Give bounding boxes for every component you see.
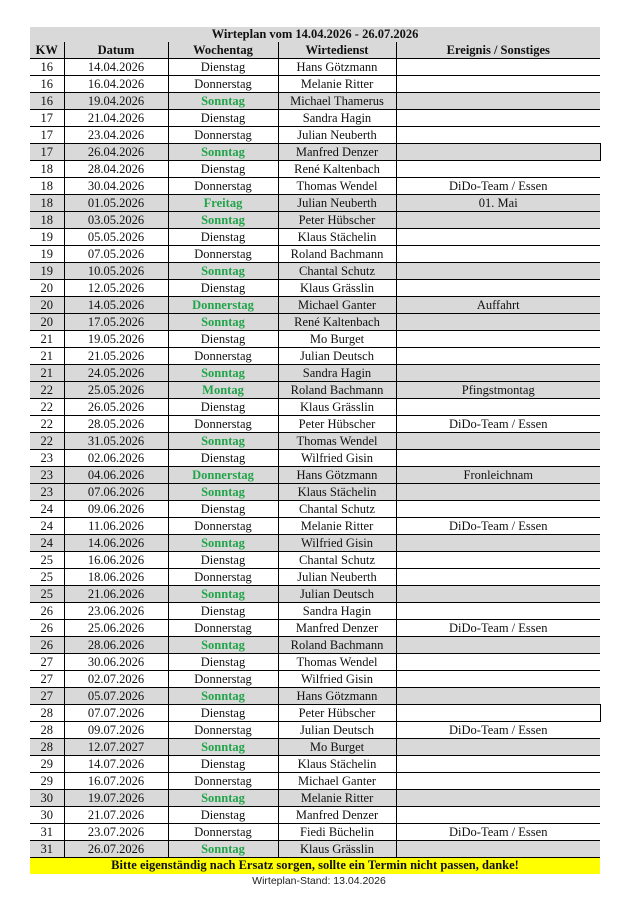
host-cell: Klaus Grässlin [278, 841, 396, 858]
host-cell: René Kaltenbach [278, 161, 396, 178]
event-cell: Fronleichnam [396, 467, 600, 484]
kw-cell: 31 [30, 824, 64, 841]
host-cell: Klaus Grässlin [278, 399, 396, 416]
plan-version-date: Wirteplan-Stand: 13.04.2026 [252, 875, 386, 887]
event-cell [396, 688, 600, 705]
kw-cell: 20 [30, 297, 64, 314]
weekday-cell: Dienstag [168, 110, 278, 127]
table-row [30, 586, 600, 603]
event-cell [396, 501, 600, 518]
event-cell [396, 246, 600, 263]
host-cell: Manfred Denzer [278, 807, 396, 824]
host-cell: Klaus Grässlin [278, 280, 396, 297]
kw-cell: 17 [30, 110, 64, 127]
host-cell: Hans Götzmann [278, 59, 396, 76]
date-cell: 03.05.2026 [64, 212, 168, 229]
weekday-cell: Sonntag [168, 637, 278, 654]
event-cell [396, 841, 600, 858]
event-cell: DiDo-Team / Essen [396, 518, 600, 535]
table-row [30, 501, 600, 518]
table-row [30, 807, 600, 824]
replacement-notice: Bitte eigenständig nach Ersatz sorgen, sollte ein Termin nicht passen, danke! [30, 858, 600, 874]
host-cell: René Kaltenbach [278, 314, 396, 331]
header-row [30, 42, 600, 59]
host-cell: Fiedi Büchelin [278, 824, 396, 841]
kw-cell: 21 [30, 331, 64, 348]
date-cell: 01.05.2026 [64, 195, 168, 212]
weekday-cell: Donnerstag [168, 722, 278, 739]
event-cell [396, 705, 600, 722]
weekday-cell: Sonntag [168, 484, 278, 501]
table-row [30, 212, 600, 229]
weekday-cell: Dienstag [168, 229, 278, 246]
kw-cell: 24 [30, 501, 64, 518]
table-row [30, 535, 600, 552]
event-cell [396, 535, 600, 552]
weekday-cell: Donnerstag [168, 416, 278, 433]
kw-cell: 19 [30, 229, 64, 246]
kw-cell: 16 [30, 76, 64, 93]
date-cell: 21.07.2026 [64, 807, 168, 824]
weekday-cell: Donnerstag [168, 824, 278, 841]
date-cell: 21.05.2026 [64, 348, 168, 365]
host-cell: Klaus Stächelin [278, 229, 396, 246]
weekday-cell: Donnerstag [168, 246, 278, 263]
date-cell: 25.06.2026 [64, 620, 168, 637]
kw-cell: 29 [30, 756, 64, 773]
table-row [30, 518, 600, 535]
kw-cell: 19 [30, 246, 64, 263]
table-row [30, 450, 600, 467]
kw-cell: 17 [30, 144, 64, 161]
table-row [30, 688, 600, 705]
date-cell: 14.05.2026 [64, 297, 168, 314]
host-cell: Julian Deutsch [278, 722, 396, 739]
table-row [30, 756, 600, 773]
date-cell: 07.07.2026 [64, 705, 168, 722]
event-cell: DiDo-Team / Essen [396, 824, 600, 841]
date-cell: 14.07.2026 [64, 756, 168, 773]
table-row [30, 654, 600, 671]
weekday-cell: Sonntag [168, 535, 278, 552]
host-cell: Chantal Schutz [278, 263, 396, 280]
weekday-cell: Sonntag [168, 688, 278, 705]
date-cell: 14.06.2026 [64, 535, 168, 552]
weekday-cell: Sonntag [168, 433, 278, 450]
event-cell [396, 450, 600, 467]
table-row [30, 416, 600, 433]
weekday-cell: Sonntag [168, 263, 278, 280]
table-row [30, 382, 600, 399]
host-cell: Sandra Hagin [278, 603, 396, 620]
date-cell: 18.06.2026 [64, 569, 168, 586]
host-cell: Peter Hübscher [278, 416, 396, 433]
host-cell: Peter Hübscher [278, 212, 396, 229]
event-cell [396, 76, 600, 93]
kw-cell: 24 [30, 518, 64, 535]
event-cell [396, 637, 600, 654]
host-cell: Melanie Ritter [278, 76, 396, 93]
host-cell: Manfred Denzer [278, 620, 396, 637]
table-row [30, 59, 600, 76]
host-cell: Wilfried Gisin [278, 450, 396, 467]
table-row [30, 195, 600, 212]
table-row [30, 824, 600, 841]
kw-cell: 27 [30, 654, 64, 671]
date-cell: 02.07.2026 [64, 671, 168, 688]
event-cell [396, 365, 600, 382]
date-cell: 05.07.2026 [64, 688, 168, 705]
table-row [30, 297, 600, 314]
date-cell: 14.04.2026 [64, 59, 168, 76]
header-event: Ereignis / Sonstiges [396, 42, 600, 59]
kw-cell: 22 [30, 416, 64, 433]
date-cell: 25.05.2026 [64, 382, 168, 399]
weekday-cell: Sonntag [168, 586, 278, 603]
weekday-cell: Dienstag [168, 501, 278, 518]
table-row [30, 76, 600, 93]
host-cell: Julian Neuberth [278, 127, 396, 144]
weekday-cell: Sonntag [168, 841, 278, 858]
header-weekday: Wochentag [168, 42, 278, 59]
host-cell: Michael Thamerus [278, 93, 396, 110]
event-cell [396, 280, 600, 297]
date-cell: 28.05.2026 [64, 416, 168, 433]
table-row [30, 314, 600, 331]
table-row [30, 603, 600, 620]
event-cell [396, 161, 600, 178]
kw-cell: 28 [30, 722, 64, 739]
kw-cell: 28 [30, 739, 64, 756]
title-row [30, 27, 600, 42]
host-cell: Wilfried Gisin [278, 671, 396, 688]
host-cell: Michael Ganter [278, 297, 396, 314]
table-row [30, 365, 600, 382]
date-cell: 26.04.2026 [64, 144, 168, 161]
host-cell: Melanie Ritter [278, 518, 396, 535]
header-kw: KW [30, 42, 64, 59]
date-cell: 07.06.2026 [64, 484, 168, 501]
kw-cell: 20 [30, 314, 64, 331]
kw-cell: 18 [30, 178, 64, 195]
date-cell: 16.04.2026 [64, 76, 168, 93]
weekday-cell: Donnerstag [168, 518, 278, 535]
date-cell: 30.06.2026 [64, 654, 168, 671]
event-cell [396, 790, 600, 807]
date-cell: 23.07.2026 [64, 824, 168, 841]
table-row [30, 841, 600, 858]
weekday-cell: Sonntag [168, 93, 278, 110]
kw-cell: 22 [30, 433, 64, 450]
date-cell: 17.05.2026 [64, 314, 168, 331]
event-cell [396, 144, 600, 161]
weekday-cell: Sonntag [168, 314, 278, 331]
host-cell: Julian Neuberth [278, 569, 396, 586]
weekday-cell: Dienstag [168, 552, 278, 569]
weekday-cell: Donnerstag [168, 569, 278, 586]
host-cell: Klaus Stächelin [278, 484, 396, 501]
kw-cell: 21 [30, 365, 64, 382]
host-cell: Julian Deutsch [278, 586, 396, 603]
kw-cell: 27 [30, 688, 64, 705]
event-cell [396, 314, 600, 331]
date-cell: 04.06.2026 [64, 467, 168, 484]
host-cell: Melanie Ritter [278, 790, 396, 807]
weekday-cell: Dienstag [168, 756, 278, 773]
kw-cell: 22 [30, 399, 64, 416]
kw-cell: 26 [30, 620, 64, 637]
host-cell: Peter Hübscher [278, 705, 396, 722]
weekday-cell: Dienstag [168, 59, 278, 76]
host-cell: Wilfried Gisin [278, 535, 396, 552]
kw-cell: 16 [30, 93, 64, 110]
event-cell [396, 552, 600, 569]
host-cell: Thomas Wendel [278, 654, 396, 671]
weekday-cell: Donnerstag [168, 178, 278, 195]
weekday-cell: Donnerstag [168, 671, 278, 688]
date-cell: 12.05.2026 [64, 280, 168, 297]
event-cell [396, 807, 600, 824]
date-cell: 11.06.2026 [64, 518, 168, 535]
table-row [30, 637, 600, 654]
date-cell: 05.05.2026 [64, 229, 168, 246]
kw-cell: 19 [30, 263, 64, 280]
date-cell: 19.05.2026 [64, 331, 168, 348]
weekday-cell: Sonntag [168, 212, 278, 229]
event-cell [396, 212, 600, 229]
date-cell: 23.06.2026 [64, 603, 168, 620]
weekday-cell: Dienstag [168, 331, 278, 348]
kw-cell: 26 [30, 603, 64, 620]
table-row [30, 127, 600, 144]
table-row [30, 739, 600, 756]
table-row [30, 399, 600, 416]
table-row [30, 722, 600, 739]
event-cell: Auffahrt [396, 297, 600, 314]
event-cell [396, 756, 600, 773]
date-cell: 09.06.2026 [64, 501, 168, 518]
date-cell: 21.06.2026 [64, 586, 168, 603]
date-cell: 28.06.2026 [64, 637, 168, 654]
table-row [30, 161, 600, 178]
schedule-sheet [30, 0, 600, 858]
date-cell: 31.05.2026 [64, 433, 168, 450]
event-cell: DiDo-Team / Essen [396, 620, 600, 637]
kw-cell: 22 [30, 382, 64, 399]
date-cell: 19.04.2026 [64, 93, 168, 110]
host-cell: Hans Götzmann [278, 467, 396, 484]
table-row [30, 246, 600, 263]
table-row [30, 331, 600, 348]
weekday-cell: Dienstag [168, 603, 278, 620]
kw-cell: 30 [30, 790, 64, 807]
kw-cell: 20 [30, 280, 64, 297]
weekday-cell: Dienstag [168, 280, 278, 297]
event-cell [396, 739, 600, 756]
event-cell: DiDo-Team / Essen [396, 416, 600, 433]
table-row [30, 620, 600, 637]
table-row [30, 790, 600, 807]
table-row [30, 552, 600, 569]
host-cell: Sandra Hagin [278, 110, 396, 127]
event-cell [396, 671, 600, 688]
weekday-cell: Donnerstag [168, 620, 278, 637]
host-cell: Roland Bachmann [278, 637, 396, 654]
date-cell: 07.05.2026 [64, 246, 168, 263]
event-cell [396, 59, 600, 76]
table-row [30, 705, 600, 722]
host-cell: Mo Burget [278, 739, 396, 756]
event-cell: 01. Mai [396, 195, 600, 212]
table-row [30, 569, 600, 586]
weekday-cell: Montag [168, 382, 278, 399]
table-row [30, 348, 600, 365]
event-cell [396, 484, 600, 501]
date-cell: 26.05.2026 [64, 399, 168, 416]
table-row [30, 467, 600, 484]
event-cell [396, 127, 600, 144]
weekday-cell: Donnerstag [168, 297, 278, 314]
kw-cell: 28 [30, 705, 64, 722]
date-cell: 16.07.2026 [64, 773, 168, 790]
schedule-rows [30, 59, 600, 858]
date-cell: 16.06.2026 [64, 552, 168, 569]
table-row [30, 671, 600, 688]
event-cell [396, 348, 600, 365]
weekday-cell: Donnerstag [168, 348, 278, 365]
kw-cell: 18 [30, 161, 64, 178]
kw-cell: 31 [30, 841, 64, 858]
date-cell: 21.04.2026 [64, 110, 168, 127]
kw-cell: 23 [30, 450, 64, 467]
event-cell [396, 399, 600, 416]
weekday-cell: Dienstag [168, 654, 278, 671]
weekday-cell: Donnerstag [168, 76, 278, 93]
event-cell: DiDo-Team / Essen [396, 722, 600, 739]
kw-cell: 18 [30, 195, 64, 212]
table-row [30, 773, 600, 790]
table-row [30, 280, 600, 297]
host-cell: Thomas Wendel [278, 433, 396, 450]
weekday-cell: Dienstag [168, 399, 278, 416]
date-cell: 30.04.2026 [64, 178, 168, 195]
table-row [30, 110, 600, 127]
host-cell: Mo Burget [278, 331, 396, 348]
table-row [30, 263, 600, 280]
kw-cell: 25 [30, 586, 64, 603]
date-cell: 23.04.2026 [64, 127, 168, 144]
event-cell [396, 110, 600, 127]
header-host: Wirtedienst [278, 42, 396, 59]
date-cell: 12.07.2027 [64, 739, 168, 756]
weekday-cell: Donnerstag [168, 127, 278, 144]
schedule-table [30, 27, 601, 858]
weekday-cell: Dienstag [168, 807, 278, 824]
weekday-cell: Dienstag [168, 450, 278, 467]
weekday-cell: Dienstag [168, 161, 278, 178]
event-cell [396, 773, 600, 790]
kw-cell: 29 [30, 773, 64, 790]
table-row [30, 433, 600, 450]
host-cell: Hans Götzmann [278, 688, 396, 705]
date-cell: 26.07.2026 [64, 841, 168, 858]
table-row [30, 93, 600, 110]
event-cell [396, 586, 600, 603]
event-cell [396, 433, 600, 450]
host-cell: Roland Bachmann [278, 382, 396, 399]
host-cell: Julian Deutsch [278, 348, 396, 365]
host-cell: Chantal Schutz [278, 501, 396, 518]
kw-cell: 25 [30, 552, 64, 569]
kw-cell: 23 [30, 467, 64, 484]
kw-cell: 18 [30, 212, 64, 229]
table-row [30, 484, 600, 501]
weekday-cell: Sonntag [168, 739, 278, 756]
kw-cell: 16 [30, 59, 64, 76]
weekday-cell: Sonntag [168, 790, 278, 807]
host-cell: Klaus Stächelin [278, 756, 396, 773]
event-cell [396, 331, 600, 348]
kw-cell: 24 [30, 535, 64, 552]
date-cell: 28.04.2026 [64, 161, 168, 178]
table-row [30, 144, 600, 161]
kw-cell: 25 [30, 569, 64, 586]
table-row [30, 229, 600, 246]
kw-cell: 21 [30, 348, 64, 365]
kw-cell: 17 [30, 127, 64, 144]
event-cell [396, 93, 600, 110]
weekday-cell: Donnerstag [168, 773, 278, 790]
date-cell: 10.05.2026 [64, 263, 168, 280]
host-cell: Michael Ganter [278, 773, 396, 790]
host-cell: Chantal Schutz [278, 552, 396, 569]
kw-cell: 27 [30, 671, 64, 688]
weekday-cell: Donnerstag [168, 467, 278, 484]
event-cell [396, 569, 600, 586]
host-cell: Manfred Denzer [278, 144, 396, 161]
schedule-title: Wirteplan vom 14.04.2026 - 26.07.2026 [30, 27, 600, 42]
event-cell [396, 263, 600, 280]
host-cell: Thomas Wendel [278, 178, 396, 195]
event-cell: DiDo-Team / Essen [396, 178, 600, 195]
event-cell: Pfingstmontag [396, 382, 600, 399]
weekday-cell: Dienstag [168, 705, 278, 722]
event-cell [396, 603, 600, 620]
kw-cell: 30 [30, 807, 64, 824]
date-cell: 19.07.2026 [64, 790, 168, 807]
table-row [30, 178, 600, 195]
host-cell: Julian Neuberth [278, 195, 396, 212]
header-date: Datum [64, 42, 168, 59]
event-cell [396, 229, 600, 246]
host-cell: Roland Bachmann [278, 246, 396, 263]
host-cell: Sandra Hagin [278, 365, 396, 382]
weekday-cell: Sonntag [168, 365, 278, 382]
weekday-cell: Freitag [168, 195, 278, 212]
date-cell: 24.05.2026 [64, 365, 168, 382]
weekday-cell: Sonntag [168, 144, 278, 161]
kw-cell: 26 [30, 637, 64, 654]
kw-cell: 23 [30, 484, 64, 501]
date-cell: 02.06.2026 [64, 450, 168, 467]
event-cell [396, 654, 600, 671]
date-cell: 09.07.2026 [64, 722, 168, 739]
